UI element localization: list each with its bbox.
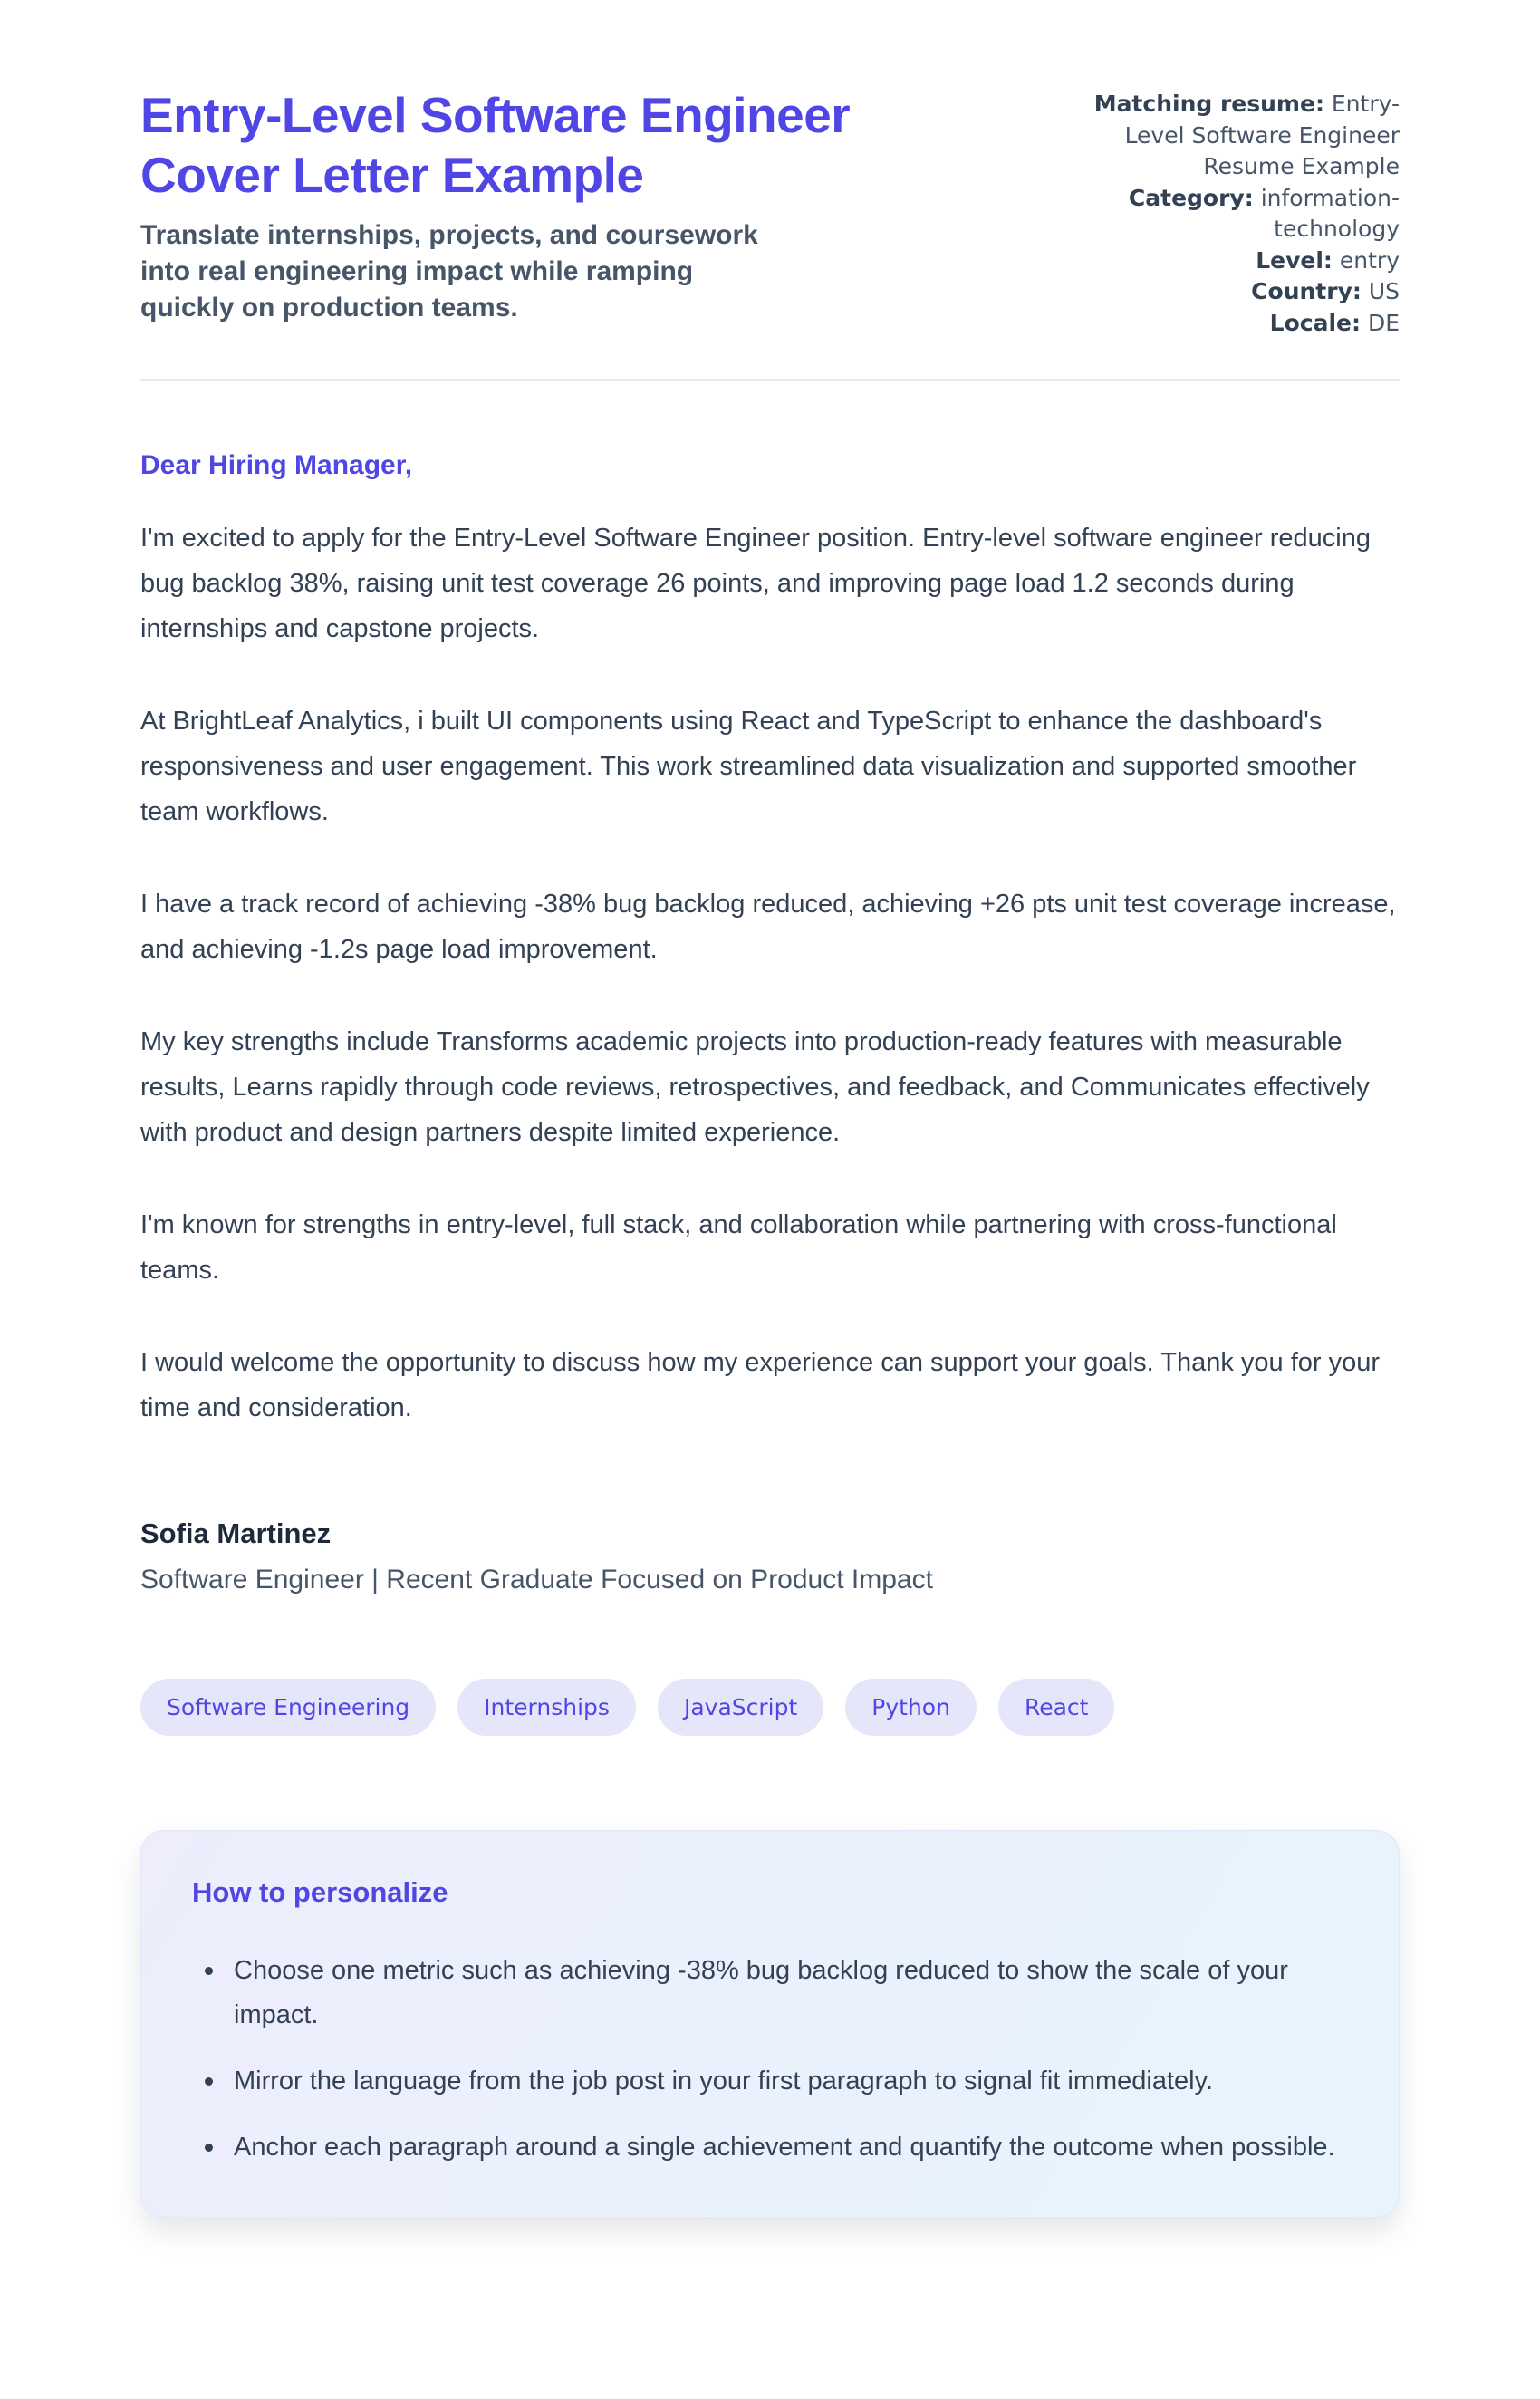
letter-body [140, 515, 1400, 1431]
signature-role: Software Engineer | Recent Graduate Focused on Product Impact [140, 1565, 933, 1595]
letter-paragraph: At BrightLeaf Analytics, i built UI components using React and TypeScript to enhance the dashboard's responsiveness and user engagement. This work streamlined data visualization and supported smoother team workflows. [140, 707, 1357, 826]
letter-paragraph: I'm known for strengths in entry-level, full stack, and collaboration while partnering with cross-functional teams. [140, 1210, 1337, 1285]
meta-value: information-technology [1260, 184, 1400, 242]
meta-row [1055, 246, 1400, 277]
meta-label: Country: [1251, 278, 1362, 304]
page-subtitle: Translate internships, projects, and coursework into real engineering impact while ramping quickly on production teams. [140, 220, 758, 323]
meta-label: Category: [1128, 184, 1254, 211]
resume-meta-block [1055, 85, 1400, 339]
tag-list [140, 1679, 1400, 1736]
personalize-tip: Choose one metric such as achieving -38% bug backlog reduced to show the scale of your impact. [192, 1949, 1348, 2038]
meta-value: DE [1367, 309, 1400, 336]
meta-label: Level: [1256, 246, 1333, 274]
header-divider [140, 379, 1400, 381]
meta-label: Matching resume: [1093, 91, 1324, 117]
letter-paragraph: My key strengths include Transforms academic projects into production-ready features with measurable results, Learns rapidly through code reviews, retrospectives, and feedback, and Communicates effectively with product and design partners despite limited experience. [140, 1027, 1370, 1147]
personalize-tip: Mirror the language from the job post in your first paragraph to signal fit immediately. [192, 2059, 1348, 2104]
page-title: Entry-Level Software Engineer Cover Letter Example [140, 87, 851, 203]
letter-paragraph: I would welcome the opportunity to discuss how my experience can support your goals. Thank you for your time and consideration. [140, 1348, 1381, 1422]
tag-pill[interactable]: Python [845, 1679, 977, 1736]
header-title-block [140, 85, 956, 327]
tag-pill[interactable]: Internships [457, 1679, 636, 1736]
letter [140, 450, 1400, 1595]
letter-paragraph: I'm excited to apply for the Entry-Level Software Engineer position. Entry-level software engineer reducing bug backlog 38%, raising unit test coverage 26 points, and improving page load 1.2 seconds during internships and capstone projects. [140, 524, 1371, 643]
personalize-title: How to personalize [192, 1876, 448, 1908]
meta-label: Locale: [1269, 309, 1361, 336]
letter-paragraph: I have a track record of achieving -38% bug backlog reduced, achieving +26 pts unit test coverage increase, and achieving -1.2s page load improvement. [140, 890, 1396, 964]
tag-pill[interactable]: React [998, 1679, 1115, 1736]
meta-value: Entry-Level Software Engineer Resume Example [1124, 91, 1400, 179]
tag-pill[interactable]: JavaScript [658, 1679, 823, 1736]
meta-row [1055, 276, 1400, 308]
meta-value: US [1368, 278, 1400, 304]
meta-row [1055, 183, 1400, 246]
meta-value: entry [1339, 246, 1400, 274]
meta-row [1055, 89, 1400, 183]
meta-row [1055, 308, 1400, 340]
personalize-tip: Anchor each paragraph around a single achievement and quantify the outcome when possible. [192, 2125, 1348, 2170]
page-header [140, 85, 1400, 339]
letter-salutation: Dear Hiring Manager, [140, 450, 413, 480]
personalize-box [140, 1830, 1400, 2218]
signature-name: Sofia Martinez [140, 1517, 332, 1549]
personalize-tip-list [192, 1949, 1348, 2170]
tag-pill[interactable]: Software Engineering [140, 1679, 436, 1736]
